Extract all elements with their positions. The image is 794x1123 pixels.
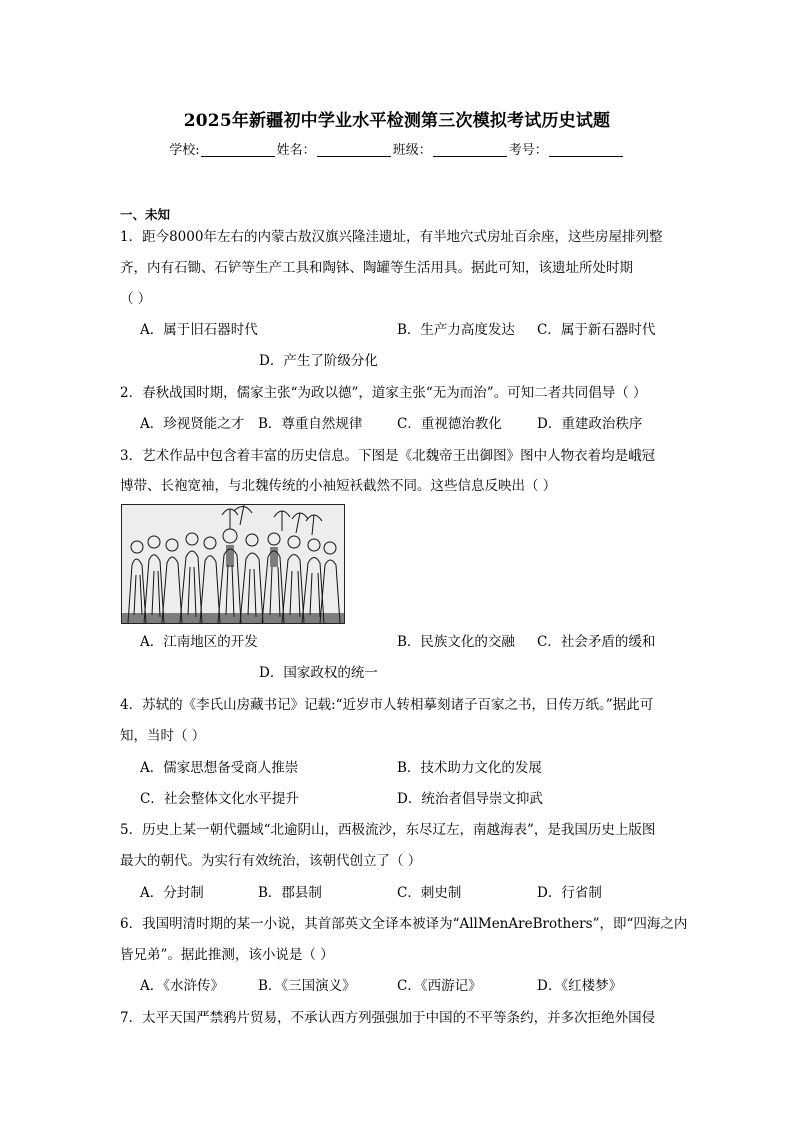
q2-option-d[interactable]: D．重建政治秩序 [537, 416, 643, 432]
q3-option-c[interactable]: C．社会矛盾的缓和 [537, 634, 656, 650]
q4-option-c[interactable]: C．社会整体文化水平提升 [140, 791, 299, 807]
q7-stem-line1: 7．太平天国严禁鸦片贸易，不承认西方列强强加于中国的不平等条约，并多次拒绝外国侵 [120, 1010, 656, 1026]
q6-stem-line1: 6．我国明清时期的某一小说，其首部英文全译本被译为“AllMenAreBrothers”，即“四海之内 [120, 916, 688, 932]
name-blank[interactable] [317, 142, 391, 157]
procession-illustration [122, 505, 344, 623]
number-label: 考号： [508, 143, 548, 158]
q3-stem-line1: 3．艺术作品中包含着丰富的历史信息。下图是《北魏帝王出御图》图中人物衣着均是峨冠 [120, 448, 656, 464]
student-info-row [0, 139, 794, 158]
q3-stem-line2: 博带、长袍宽袖，与北魏传统的小袖短袄截然不同。这些信息反映出（ ） [120, 478, 557, 494]
exam-title: 2025年新疆初中学业水平检测第三次模拟考试历史试题 [183, 111, 611, 131]
number-blank[interactable] [549, 142, 623, 157]
q5-option-c[interactable]: C．刺史制 [397, 885, 462, 901]
q2-stem-line1: 2．春秋战国时期，儒家主张“为政以德”，道家主张“无为而治”。可知二者共同倡导（ ） [120, 385, 647, 401]
q2-option-c[interactable]: C．重视德治教化 [397, 416, 502, 432]
northern-wei-emperor-procession-image [121, 504, 345, 624]
q4-option-d[interactable]: D．统治者倡导崇文抑武 [397, 791, 543, 807]
q5-option-a[interactable]: A．分封制 [140, 885, 204, 901]
q3-option-a[interactable]: A．江南地区的开发 [140, 634, 258, 650]
q4-stem-line1: 4．苏轼的《李氏山房藏书记》记载:“近岁市人转相摹刻诸子百家之书，日传万纸。”据此可 [120, 697, 654, 713]
q2-option-a[interactable]: A．珍视贤能之才 [140, 416, 245, 432]
q3-option-b[interactable]: B．民族文化的交融 [397, 634, 515, 650]
q1-stem-line1: 1．距今8000年左右的内蒙古敖汉旗兴隆洼遗址，有半地穴式房址百余座，这些房屋排列整 [120, 229, 663, 245]
q1-stem-line3: （ ） [120, 291, 152, 307]
school-label: 学校: [169, 143, 200, 158]
q5-stem-line2: 最大的朝代。为实行有效统治，该朝代创立了（ ） [120, 853, 422, 869]
q6-option-d[interactable]: D．《红楼梦》 [537, 978, 623, 994]
q3-option-d[interactable]: D．国家政权的统一 [259, 665, 378, 681]
school-blank[interactable] [201, 142, 275, 157]
q6-stem-line2: 皆兄弟”。据此推测，该小说是（ ） [120, 947, 334, 963]
q2-option-b[interactable]: B．尊重自然规律 [258, 416, 363, 432]
q6-option-b[interactable]: B．《三国演义》 [258, 978, 356, 994]
q4-option-a[interactable]: A．儒家思想备受商人推崇 [140, 760, 299, 776]
q5-option-d[interactable]: D．行省制 [537, 885, 602, 901]
q1-stem-line2: 齐，内有石锄、石铲等生产工具和陶钵、陶罐等生活用具。据此可知，该遗址所处时期 [120, 260, 633, 276]
q5-option-b[interactable]: B．郡县制 [258, 885, 322, 901]
section-heading: 一、未知 [120, 207, 171, 222]
class-label: 班级： [392, 143, 432, 158]
q6-option-c[interactable]: C．《西游记》 [397, 978, 482, 994]
q1-option-c[interactable]: C．属于新石器时代 [537, 322, 656, 338]
q1-option-b[interactable]: B．生产力高度发达 [397, 322, 515, 338]
q4-option-b[interactable]: B．技术助力文化的发展 [397, 760, 542, 776]
name-label: 姓名： [276, 143, 316, 158]
class-blank[interactable] [433, 142, 507, 157]
q1-option-d[interactable]: D．产生了阶级分化 [259, 353, 378, 369]
q5-stem-line1: 5．历史上某一朝代疆域“北逾阴山，西极流沙，东尽辽左，南越海表”，是我国历史上版图 [120, 822, 656, 838]
q4-stem-line2: 知，当时（ ） [120, 728, 206, 744]
q1-option-a[interactable]: A．属于旧石器时代 [140, 322, 258, 338]
q6-option-a[interactable]: A．《水浒传》 [140, 978, 224, 994]
